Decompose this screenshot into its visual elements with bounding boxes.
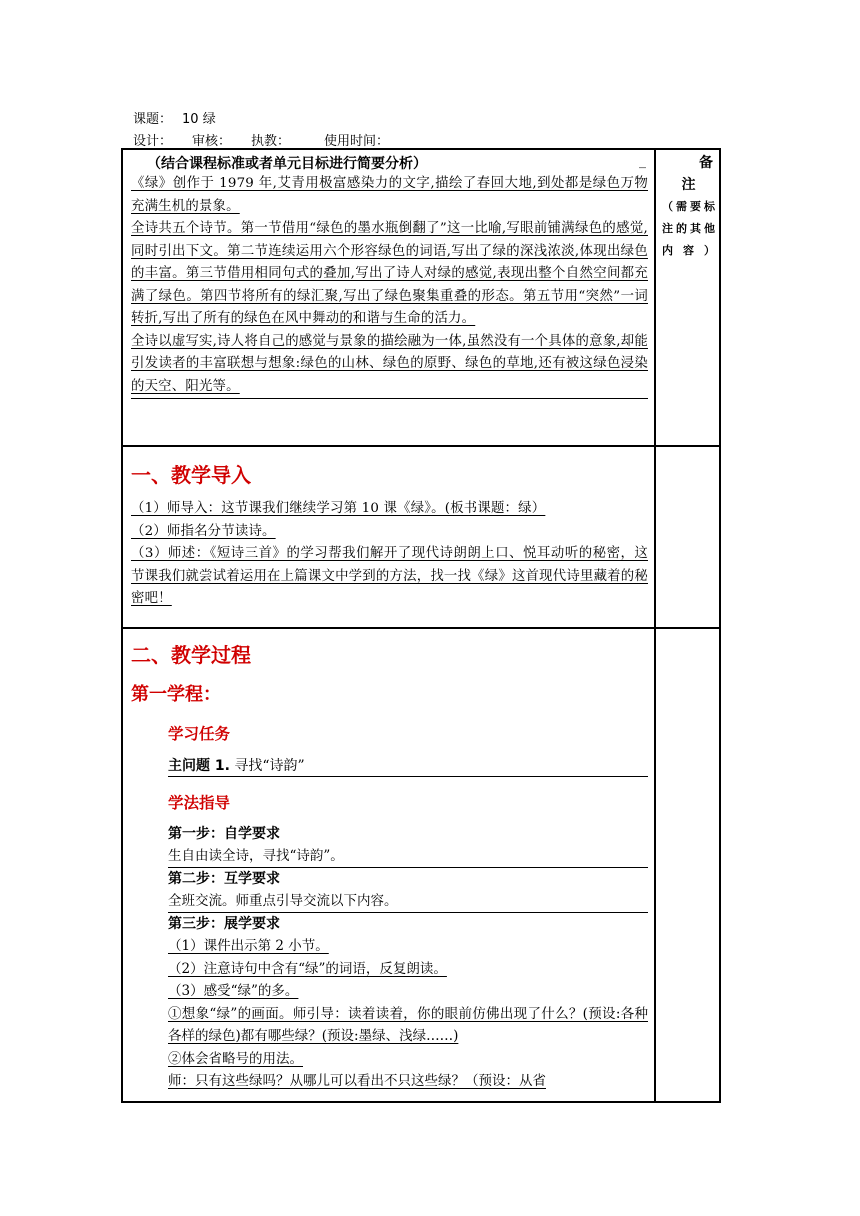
analysis-title: （结合课程标准或者单元目标进行简要分析） _ (147, 153, 646, 172)
lesson-label: 课题： (133, 112, 173, 127)
stage-title: 第一学程： (131, 684, 221, 705)
remarks-cell (655, 628, 720, 1102)
intro-cell (122, 446, 655, 628)
underline-rule (131, 398, 648, 399)
guide-heading: 学法指导 (168, 794, 231, 812)
question-label: 主问题 1. (168, 758, 230, 774)
step3-item: （1）课件出示第 2 小节。 (168, 938, 329, 954)
task-heading: 学习任务 (168, 725, 231, 743)
intro-item: （3）师述：《短诗三首》的学习帮我们解开了现代诗朗朗上口、悦耳动听的秘密，这节课我们就尝试着运用在上篇课文中学到的方法，找一找《绿》这首现代诗里藏着的秘密吧！ (131, 546, 648, 606)
lesson-title-line (133, 108, 216, 127)
step3-item: ①想象“绿”的画面。师引导：读着读着，你的眼前仿佛出现了什么？(预设:各种各样的绿色)都有哪些绿？(预设:墨绿、浅绿……) (168, 1005, 648, 1044)
teach-label: 执教： (251, 134, 291, 149)
use-time-label: 使用时间： (324, 134, 390, 149)
section1-title: 一、教学导入 (131, 463, 251, 487)
review-label: 审核： (192, 134, 232, 149)
analysis-paragraph: 《绿》创作于 1979 年,艾青用极富感染力的文字,描绘了春回大地,到处都是绿色万物充满生机的景象。 (131, 176, 648, 214)
staff-line (133, 130, 409, 149)
step3-head: 第三步：展学要求 (168, 916, 280, 932)
remarks-note: （需要标注的其他内容） (662, 200, 715, 257)
step1-body: 生自由读全诗，寻找“诗韵”。 (168, 845, 648, 868)
step2-head: 第二步：互学要求 (168, 871, 280, 887)
analysis-paragraph: 全诗以虚写实,诗人将自己的感觉与景象的描绘融为一体,虽然没有一个具体的意象,却能引发读者的丰富联想与想象:绿色的山林、绿色的原野、绿色的草地,还有被这绿色浸染的天空、阳光等。 (131, 333, 648, 394)
remarks-title-1: 备 (699, 155, 713, 171)
step3-item: 师：只有这些绿吗？从哪儿可以看出不只这些绿？（预设：从省 (168, 1073, 546, 1089)
design-label: 设计： (133, 134, 173, 149)
step1-head: 第一步：自学要求 (168, 826, 280, 842)
step3-item: （2）注意诗句中含有“绿”的词语，反复朗读。 (168, 960, 447, 977)
remarks-cell (655, 446, 720, 628)
step3-item: （3）感受“绿”的多。 (168, 983, 299, 999)
lesson-value: 10 绿 (182, 112, 216, 127)
process-cell (122, 628, 655, 1102)
main-question (168, 756, 648, 777)
question-text: 寻找“诗韵” (234, 758, 305, 774)
analysis-cell (122, 149, 655, 446)
analysis-paragraph: 全诗共五个诗节。第一节借用“绿色的墨水瓶倒翻了”这一比喻,写眼前铺满绿色的感觉,同时引出下文。第二节连续运用六个形容绿色的词语,写出了绿的深浅浓淡,体现出绿色的丰富。第三节借用相同句式的叠加,写出了诗人对绿的感觉,表现出整个自然空间都充满了绿色。第四节将所有的绿汇聚,写出了绿色聚集重叠的形态。第五节用“突然”一词转折,写出了所有的绿色在风中舞动的和谐与生命的活力。 (131, 221, 648, 326)
remarks-title-2: 注 (681, 177, 696, 193)
step2-body: 全班交流。师重点引导交流以下内容。 (168, 890, 648, 913)
intro-item: （1）师导入：这节课我们继续学习第 10 课《绿》。(板书课题：绿） (131, 501, 546, 516)
remarks-cell (655, 149, 720, 446)
section2-title: 二、教学过程 (131, 643, 251, 667)
intro-item: （2）师指名分节读诗。 (131, 523, 276, 539)
lesson-table (121, 148, 721, 1103)
step3-item: ②体会省略号的用法。 (168, 1050, 303, 1067)
